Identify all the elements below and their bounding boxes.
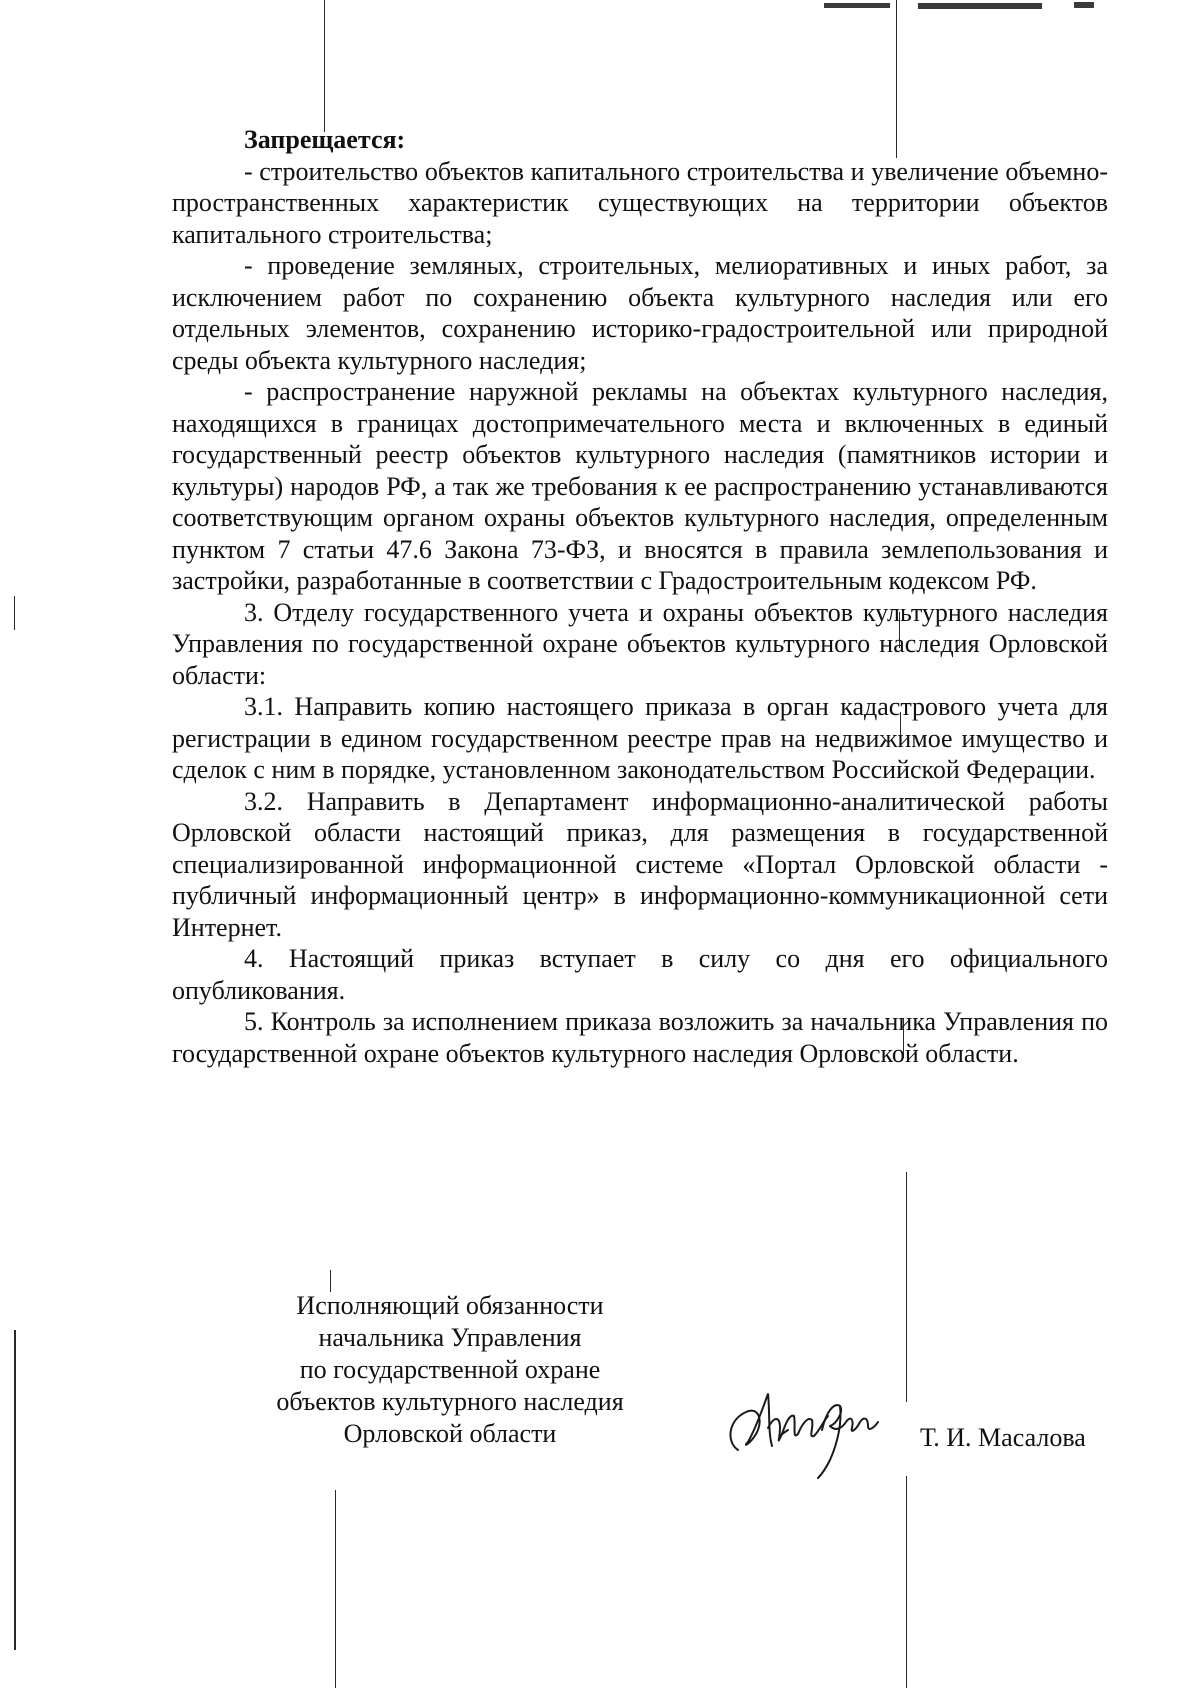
- signer-name: Т. И. Масалова: [920, 1423, 1086, 1452]
- scan-artifact-line: [906, 1172, 907, 1402]
- signatory-title-line: начальника Управления: [318, 1323, 582, 1352]
- prohibition-item: - распространение наружной рекламы на объектах культурного наследия, находящихся в границах достопримечательного места и включенных в единый государственный реестр объектов культурного наследия (памятников истории и культуры) народов РФ, а так же требования к ее распространению устанавливаются соответствующим органом охраны объектов культурного наследия, определенным пунктом 7 статьи 47.6 Закона 73-ФЗ, и вносятся в правила землепользования и застройки, разработанные в соответствии с Градостроительным кодексом РФ.: [172, 377, 1108, 595]
- scan-artifact-smudge: [918, 3, 1042, 9]
- signatory-title: [240, 1290, 660, 1450]
- scan-artifact-line: [335, 1490, 336, 1688]
- signatory-title-line: Исполняющий обязанности: [296, 1291, 604, 1320]
- order-clause: 5. Контроль за исполнением приказа возложить за начальника Управления по государственной охране объектов культурного наследия Орловской области.: [172, 1007, 1108, 1068]
- handwritten-signature: [718, 1372, 888, 1482]
- scan-artifact-line: [324, 0, 325, 132]
- section-heading: Запрещается:: [244, 125, 406, 154]
- signatory-title-line: Орловской области: [343, 1419, 557, 1448]
- scan-artifact-line: [14, 1330, 16, 1650]
- scan-artifact-line: [330, 1270, 331, 1292]
- scan-artifact-line: [14, 596, 15, 630]
- order-clause: 3.1. Направить копию настоящего приказа в орган кадастрового учета для регистрации в едином государственном реестре прав на недвижимое имущество и сделок с ним в порядке, установленном законодательством Российской Федерации.: [172, 692, 1108, 784]
- order-clause: 3. Отделу государственного учета и охраны объектов культурного наследия Управления по государственной охране объектов культурного наследия Орловской области:: [172, 597, 1108, 690]
- order-clause: 3.2. Направить в Департамент информационно-аналитической работы Орловской области настоящий приказ, для размещения в государственной специализированной информационной системе «Портал Орловской области - публичный информационный центр» в информационно-коммуникационной сети Интернет.: [172, 786, 1108, 942]
- signatory-title-line: по государственной охране: [299, 1355, 601, 1384]
- scan-artifact-smudge: [1074, 2, 1094, 8]
- prohibition-item: - строительство объектов капитального строительства и увеличение объемно-пространственных характеристик существующих на территории объектов капитального строительства;: [172, 156, 1108, 249]
- signatory-title-line: объектов культурного наследия: [276, 1387, 624, 1416]
- scan-artifact-smudge: [824, 3, 890, 8]
- document-body: [172, 124, 1108, 1069]
- prohibition-item: - проведение земляных, строительных, мелиоративных и иных работ, за исключением работ по сохранению объекта культурного наследия или его отдельных элементов, сохранению историко-градостроительной или природной среды объекта культурного наследия;: [172, 251, 1108, 375]
- order-clause: 4. Настоящий приказ вступает в силу со дня его официального опубликования.: [172, 944, 1108, 1005]
- scan-artifact-line: [906, 1476, 907, 1688]
